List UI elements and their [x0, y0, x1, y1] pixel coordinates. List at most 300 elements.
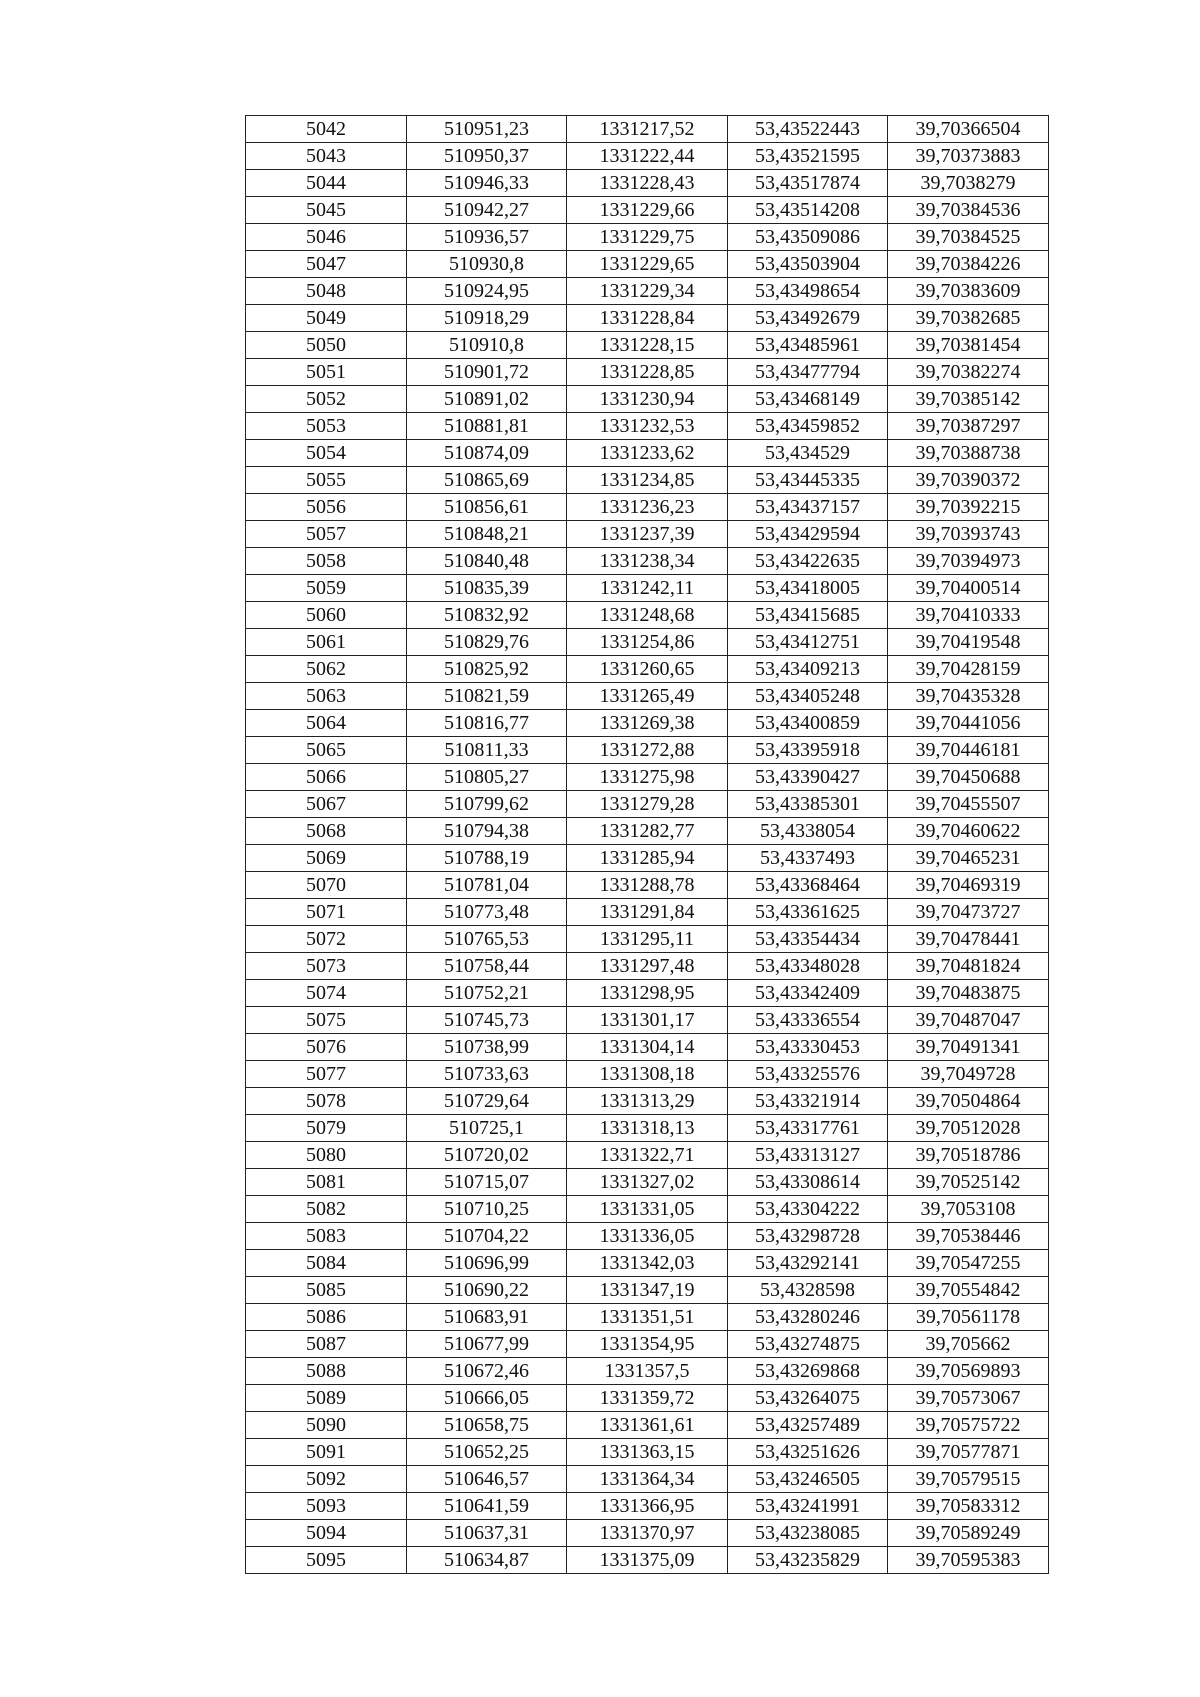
- table-row: [246, 899, 1049, 926]
- longitude-cell: 39,70390372: [888, 467, 1049, 494]
- point-number-cell: 5078: [246, 1088, 407, 1115]
- longitude-cell: 39,70388738: [888, 440, 1049, 467]
- table-row: [246, 1412, 1049, 1439]
- x-coordinate-cell: 510672,46: [407, 1358, 567, 1385]
- x-coordinate-cell: 510704,22: [407, 1223, 567, 1250]
- point-number-cell: 5064: [246, 710, 407, 737]
- point-number-cell: 5068: [246, 818, 407, 845]
- y-coordinate-cell: 1331308,18: [567, 1061, 728, 1088]
- latitude-cell: 53,43395918: [728, 737, 888, 764]
- point-number-cell: 5066: [246, 764, 407, 791]
- point-number-cell: 5085: [246, 1277, 407, 1304]
- latitude-cell: 53,43317761: [728, 1115, 888, 1142]
- longitude-cell: 39,70518786: [888, 1142, 1049, 1169]
- y-coordinate-cell: 1331275,98: [567, 764, 728, 791]
- longitude-cell: 39,70577871: [888, 1439, 1049, 1466]
- x-coordinate-cell: 510715,07: [407, 1169, 567, 1196]
- longitude-cell: 39,70483875: [888, 980, 1049, 1007]
- x-coordinate-cell: 510910,8: [407, 332, 567, 359]
- table-row: [246, 170, 1049, 197]
- x-coordinate-cell: 510710,25: [407, 1196, 567, 1223]
- table-row: [246, 332, 1049, 359]
- point-number-cell: 5079: [246, 1115, 407, 1142]
- table-row: [246, 1277, 1049, 1304]
- point-number-cell: 5044: [246, 170, 407, 197]
- x-coordinate-cell: 510758,44: [407, 953, 567, 980]
- x-coordinate-cell: 510840,48: [407, 548, 567, 575]
- longitude-cell: 39,7038279: [888, 170, 1049, 197]
- table-row: [246, 1547, 1049, 1574]
- latitude-cell: 53,4328598: [728, 1277, 888, 1304]
- latitude-cell: 53,43422635: [728, 548, 888, 575]
- y-coordinate-cell: 1331265,49: [567, 683, 728, 710]
- latitude-cell: 53,43336554: [728, 1007, 888, 1034]
- table-row: [246, 1034, 1049, 1061]
- latitude-cell: 53,43477794: [728, 359, 888, 386]
- x-coordinate-cell: 510765,53: [407, 926, 567, 953]
- y-coordinate-cell: 1331229,75: [567, 224, 728, 251]
- y-coordinate-cell: 1331217,52: [567, 116, 728, 143]
- latitude-cell: 53,43468149: [728, 386, 888, 413]
- point-number-cell: 5074: [246, 980, 407, 1007]
- longitude-cell: 39,70382274: [888, 359, 1049, 386]
- y-coordinate-cell: 1331291,84: [567, 899, 728, 926]
- longitude-cell: 39,70384525: [888, 224, 1049, 251]
- table-row: [246, 1088, 1049, 1115]
- x-coordinate-cell: 510950,37: [407, 143, 567, 170]
- table-row: [246, 845, 1049, 872]
- x-coordinate-cell: 510942,27: [407, 197, 567, 224]
- y-coordinate-cell: 1331295,11: [567, 926, 728, 953]
- latitude-cell: 53,43390427: [728, 764, 888, 791]
- longitude-cell: 39,70366504: [888, 116, 1049, 143]
- table-row: [246, 1196, 1049, 1223]
- table-row: [246, 818, 1049, 845]
- table-row: [246, 1331, 1049, 1358]
- longitude-cell: 39,70465231: [888, 845, 1049, 872]
- point-number-cell: 5084: [246, 1250, 407, 1277]
- latitude-cell: 53,43498654: [728, 278, 888, 305]
- latitude-cell: 53,43274875: [728, 1331, 888, 1358]
- longitude-cell: 39,70394973: [888, 548, 1049, 575]
- x-coordinate-cell: 510865,69: [407, 467, 567, 494]
- y-coordinate-cell: 1331228,85: [567, 359, 728, 386]
- point-number-cell: 5071: [246, 899, 407, 926]
- y-coordinate-cell: 1331260,65: [567, 656, 728, 683]
- longitude-cell: 39,70478441: [888, 926, 1049, 953]
- table-row: [246, 1493, 1049, 1520]
- point-number-cell: 5051: [246, 359, 407, 386]
- point-number-cell: 5043: [246, 143, 407, 170]
- y-coordinate-cell: 1331228,15: [567, 332, 728, 359]
- longitude-cell: 39,70400514: [888, 575, 1049, 602]
- point-number-cell: 5089: [246, 1385, 407, 1412]
- y-coordinate-cell: 1331279,28: [567, 791, 728, 818]
- x-coordinate-cell: 510946,33: [407, 170, 567, 197]
- x-coordinate-cell: 510652,25: [407, 1439, 567, 1466]
- table-row: [246, 656, 1049, 683]
- coordinates-table-body: [246, 116, 1049, 1574]
- y-coordinate-cell: 1331229,65: [567, 251, 728, 278]
- y-coordinate-cell: 1331248,68: [567, 602, 728, 629]
- table-row: [246, 359, 1049, 386]
- y-coordinate-cell: 1331375,09: [567, 1547, 728, 1574]
- x-coordinate-cell: 510696,99: [407, 1250, 567, 1277]
- longitude-cell: 39,70392215: [888, 494, 1049, 521]
- latitude-cell: 53,43304222: [728, 1196, 888, 1223]
- x-coordinate-cell: 510634,87: [407, 1547, 567, 1574]
- longitude-cell: 39,70435328: [888, 683, 1049, 710]
- y-coordinate-cell: 1331361,61: [567, 1412, 728, 1439]
- longitude-cell: 39,70446181: [888, 737, 1049, 764]
- x-coordinate-cell: 510725,1: [407, 1115, 567, 1142]
- x-coordinate-cell: 510930,8: [407, 251, 567, 278]
- longitude-cell: 39,70384536: [888, 197, 1049, 224]
- longitude-cell: 39,70450688: [888, 764, 1049, 791]
- latitude-cell: 53,43246505: [728, 1466, 888, 1493]
- longitude-cell: 39,70561178: [888, 1304, 1049, 1331]
- x-coordinate-cell: 510805,27: [407, 764, 567, 791]
- x-coordinate-cell: 510794,38: [407, 818, 567, 845]
- x-coordinate-cell: 510936,57: [407, 224, 567, 251]
- latitude-cell: 53,43522443: [728, 116, 888, 143]
- y-coordinate-cell: 1331327,02: [567, 1169, 728, 1196]
- x-coordinate-cell: 510821,59: [407, 683, 567, 710]
- longitude-cell: 39,705662: [888, 1331, 1049, 1358]
- point-number-cell: 5093: [246, 1493, 407, 1520]
- longitude-cell: 39,7053108: [888, 1196, 1049, 1223]
- latitude-cell: 53,43308614: [728, 1169, 888, 1196]
- point-number-cell: 5048: [246, 278, 407, 305]
- longitude-cell: 39,70554842: [888, 1277, 1049, 1304]
- point-number-cell: 5070: [246, 872, 407, 899]
- latitude-cell: 53,43418005: [728, 575, 888, 602]
- x-coordinate-cell: 510677,99: [407, 1331, 567, 1358]
- x-coordinate-cell: 510848,21: [407, 521, 567, 548]
- y-coordinate-cell: 1331237,39: [567, 521, 728, 548]
- x-coordinate-cell: 510738,99: [407, 1034, 567, 1061]
- point-number-cell: 5069: [246, 845, 407, 872]
- y-coordinate-cell: 1331230,94: [567, 386, 728, 413]
- longitude-cell: 39,70384226: [888, 251, 1049, 278]
- latitude-cell: 53,43325576: [728, 1061, 888, 1088]
- table-row: [246, 224, 1049, 251]
- longitude-cell: 39,70419548: [888, 629, 1049, 656]
- longitude-cell: 39,70525142: [888, 1169, 1049, 1196]
- point-number-cell: 5087: [246, 1331, 407, 1358]
- latitude-cell: 53,43348028: [728, 953, 888, 980]
- table-row: [246, 872, 1049, 899]
- table-row: [246, 116, 1049, 143]
- y-coordinate-cell: 1331354,95: [567, 1331, 728, 1358]
- table-row: [246, 1385, 1049, 1412]
- point-number-cell: 5065: [246, 737, 407, 764]
- y-coordinate-cell: 1331234,85: [567, 467, 728, 494]
- latitude-cell: 53,43235829: [728, 1547, 888, 1574]
- point-number-cell: 5083: [246, 1223, 407, 1250]
- table-row: [246, 1061, 1049, 1088]
- x-coordinate-cell: 510891,02: [407, 386, 567, 413]
- longitude-cell: 39,70589249: [888, 1520, 1049, 1547]
- table-row: [246, 1142, 1049, 1169]
- table-row: [246, 440, 1049, 467]
- latitude-cell: 53,43269868: [728, 1358, 888, 1385]
- latitude-cell: 53,43321914: [728, 1088, 888, 1115]
- latitude-cell: 53,43503904: [728, 251, 888, 278]
- x-coordinate-cell: 510733,63: [407, 1061, 567, 1088]
- point-number-cell: 5073: [246, 953, 407, 980]
- y-coordinate-cell: 1331269,38: [567, 710, 728, 737]
- y-coordinate-cell: 1331297,48: [567, 953, 728, 980]
- longitude-cell: 39,70382685: [888, 305, 1049, 332]
- y-coordinate-cell: 1331229,34: [567, 278, 728, 305]
- x-coordinate-cell: 510658,75: [407, 1412, 567, 1439]
- x-coordinate-cell: 510901,72: [407, 359, 567, 386]
- table-row: [246, 1520, 1049, 1547]
- point-number-cell: 5046: [246, 224, 407, 251]
- point-number-cell: 5080: [246, 1142, 407, 1169]
- y-coordinate-cell: 1331233,62: [567, 440, 728, 467]
- latitude-cell: 53,43313127: [728, 1142, 888, 1169]
- longitude-cell: 39,70573067: [888, 1385, 1049, 1412]
- y-coordinate-cell: 1331318,13: [567, 1115, 728, 1142]
- y-coordinate-cell: 1331322,71: [567, 1142, 728, 1169]
- y-coordinate-cell: 1331370,97: [567, 1520, 728, 1547]
- point-number-cell: 5055: [246, 467, 407, 494]
- point-number-cell: 5047: [246, 251, 407, 278]
- longitude-cell: 39,70504864: [888, 1088, 1049, 1115]
- longitude-cell: 39,70385142: [888, 386, 1049, 413]
- x-coordinate-cell: 510690,22: [407, 1277, 567, 1304]
- x-coordinate-cell: 510666,05: [407, 1385, 567, 1412]
- latitude-cell: 53,43298728: [728, 1223, 888, 1250]
- x-coordinate-cell: 510811,33: [407, 737, 567, 764]
- latitude-cell: 53,43361625: [728, 899, 888, 926]
- point-number-cell: 5088: [246, 1358, 407, 1385]
- point-number-cell: 5091: [246, 1439, 407, 1466]
- table-row: [246, 1304, 1049, 1331]
- point-number-cell: 5042: [246, 116, 407, 143]
- point-number-cell: 5092: [246, 1466, 407, 1493]
- table-row: [246, 575, 1049, 602]
- latitude-cell: 53,43292141: [728, 1250, 888, 1277]
- longitude-cell: 39,70481824: [888, 953, 1049, 980]
- longitude-cell: 39,70538446: [888, 1223, 1049, 1250]
- latitude-cell: 53,43445335: [728, 467, 888, 494]
- table-row: [246, 1466, 1049, 1493]
- point-number-cell: 5058: [246, 548, 407, 575]
- y-coordinate-cell: 1331301,17: [567, 1007, 728, 1034]
- y-coordinate-cell: 1331288,78: [567, 872, 728, 899]
- table-row: [246, 1115, 1049, 1142]
- latitude-cell: 53,434529: [728, 440, 888, 467]
- longitude-cell: 39,70469319: [888, 872, 1049, 899]
- latitude-cell: 53,43257489: [728, 1412, 888, 1439]
- point-number-cell: 5067: [246, 791, 407, 818]
- y-coordinate-cell: 1331363,15: [567, 1439, 728, 1466]
- table-row: [246, 683, 1049, 710]
- latitude-cell: 53,43368464: [728, 872, 888, 899]
- y-coordinate-cell: 1331238,34: [567, 548, 728, 575]
- table-row: [246, 602, 1049, 629]
- table-row: [246, 197, 1049, 224]
- x-coordinate-cell: 510951,23: [407, 116, 567, 143]
- y-coordinate-cell: 1331364,34: [567, 1466, 728, 1493]
- x-coordinate-cell: 510773,48: [407, 899, 567, 926]
- x-coordinate-cell: 510816,77: [407, 710, 567, 737]
- latitude-cell: 53,43405248: [728, 683, 888, 710]
- y-coordinate-cell: 1331242,11: [567, 575, 728, 602]
- latitude-cell: 53,43409213: [728, 656, 888, 683]
- y-coordinate-cell: 1331229,66: [567, 197, 728, 224]
- x-coordinate-cell: 510752,21: [407, 980, 567, 1007]
- x-coordinate-cell: 510641,59: [407, 1493, 567, 1520]
- y-coordinate-cell: 1331236,23: [567, 494, 728, 521]
- point-number-cell: 5072: [246, 926, 407, 953]
- point-number-cell: 5082: [246, 1196, 407, 1223]
- latitude-cell: 53,43517874: [728, 170, 888, 197]
- longitude-cell: 39,70441056: [888, 710, 1049, 737]
- latitude-cell: 53,43485961: [728, 332, 888, 359]
- point-number-cell: 5060: [246, 602, 407, 629]
- table-row: [246, 791, 1049, 818]
- latitude-cell: 53,43521595: [728, 143, 888, 170]
- x-coordinate-cell: 510924,95: [407, 278, 567, 305]
- y-coordinate-cell: 1331285,94: [567, 845, 728, 872]
- table-row: [246, 413, 1049, 440]
- x-coordinate-cell: 510874,09: [407, 440, 567, 467]
- table-row: [246, 521, 1049, 548]
- latitude-cell: 53,43241991: [728, 1493, 888, 1520]
- table-row: [246, 764, 1049, 791]
- point-number-cell: 5052: [246, 386, 407, 413]
- latitude-cell: 53,4337493: [728, 845, 888, 872]
- table-row: [246, 926, 1049, 953]
- point-number-cell: 5095: [246, 1547, 407, 1574]
- y-coordinate-cell: 1331304,14: [567, 1034, 728, 1061]
- y-coordinate-cell: 1331254,86: [567, 629, 728, 656]
- latitude-cell: 53,43492679: [728, 305, 888, 332]
- table-row: [246, 1169, 1049, 1196]
- longitude-cell: 39,70575722: [888, 1412, 1049, 1439]
- x-coordinate-cell: 510637,31: [407, 1520, 567, 1547]
- y-coordinate-cell: 1331347,19: [567, 1277, 728, 1304]
- longitude-cell: 39,70387297: [888, 413, 1049, 440]
- point-number-cell: 5094: [246, 1520, 407, 1547]
- table-row: [246, 494, 1049, 521]
- point-number-cell: 5075: [246, 1007, 407, 1034]
- latitude-cell: 53,43251626: [728, 1439, 888, 1466]
- point-number-cell: 5049: [246, 305, 407, 332]
- longitude-cell: 39,70410333: [888, 602, 1049, 629]
- x-coordinate-cell: 510788,19: [407, 845, 567, 872]
- longitude-cell: 39,70583312: [888, 1493, 1049, 1520]
- latitude-cell: 53,43509086: [728, 224, 888, 251]
- x-coordinate-cell: 510825,92: [407, 656, 567, 683]
- coordinates-table: [245, 115, 1049, 1574]
- longitude-cell: 39,70569893: [888, 1358, 1049, 1385]
- y-coordinate-cell: 1331342,03: [567, 1250, 728, 1277]
- table-row: [246, 1358, 1049, 1385]
- y-coordinate-cell: 1331298,95: [567, 980, 728, 1007]
- longitude-cell: 39,70491341: [888, 1034, 1049, 1061]
- table-row: [246, 1250, 1049, 1277]
- y-coordinate-cell: 1331222,44: [567, 143, 728, 170]
- x-coordinate-cell: 510646,57: [407, 1466, 567, 1493]
- y-coordinate-cell: 1331357,5: [567, 1358, 728, 1385]
- point-number-cell: 5081: [246, 1169, 407, 1196]
- x-coordinate-cell: 510799,62: [407, 791, 567, 818]
- table-row: [246, 1007, 1049, 1034]
- x-coordinate-cell: 510881,81: [407, 413, 567, 440]
- latitude-cell: 53,43459852: [728, 413, 888, 440]
- table-row: [246, 710, 1049, 737]
- latitude-cell: 53,43330453: [728, 1034, 888, 1061]
- table-row: [246, 251, 1049, 278]
- latitude-cell: 53,4338054: [728, 818, 888, 845]
- table-row: [246, 467, 1049, 494]
- longitude-cell: 39,70487047: [888, 1007, 1049, 1034]
- latitude-cell: 53,43354434: [728, 926, 888, 953]
- table-row: [246, 143, 1049, 170]
- longitude-cell: 39,70512028: [888, 1115, 1049, 1142]
- longitude-cell: 39,70473727: [888, 899, 1049, 926]
- point-number-cell: 5063: [246, 683, 407, 710]
- x-coordinate-cell: 510832,92: [407, 602, 567, 629]
- y-coordinate-cell: 1331331,05: [567, 1196, 728, 1223]
- x-coordinate-cell: 510829,76: [407, 629, 567, 656]
- table-row: [246, 1439, 1049, 1466]
- x-coordinate-cell: 510918,29: [407, 305, 567, 332]
- point-number-cell: 5045: [246, 197, 407, 224]
- table-row: [246, 629, 1049, 656]
- longitude-cell: 39,70393743: [888, 521, 1049, 548]
- point-number-cell: 5062: [246, 656, 407, 683]
- latitude-cell: 53,43342409: [728, 980, 888, 1007]
- x-coordinate-cell: 510745,73: [407, 1007, 567, 1034]
- longitude-cell: 39,70373883: [888, 143, 1049, 170]
- x-coordinate-cell: 510729,64: [407, 1088, 567, 1115]
- x-coordinate-cell: 510781,04: [407, 872, 567, 899]
- latitude-cell: 53,43415685: [728, 602, 888, 629]
- y-coordinate-cell: 1331336,05: [567, 1223, 728, 1250]
- point-number-cell: 5054: [246, 440, 407, 467]
- point-number-cell: 5090: [246, 1412, 407, 1439]
- y-coordinate-cell: 1331228,43: [567, 170, 728, 197]
- x-coordinate-cell: 510720,02: [407, 1142, 567, 1169]
- table-row: [246, 278, 1049, 305]
- longitude-cell: 39,70381454: [888, 332, 1049, 359]
- latitude-cell: 53,43238085: [728, 1520, 888, 1547]
- y-coordinate-cell: 1331272,88: [567, 737, 728, 764]
- y-coordinate-cell: 1331282,77: [567, 818, 728, 845]
- latitude-cell: 53,43437157: [728, 494, 888, 521]
- x-coordinate-cell: 510835,39: [407, 575, 567, 602]
- longitude-cell: 39,70547255: [888, 1250, 1049, 1277]
- point-number-cell: 5057: [246, 521, 407, 548]
- point-number-cell: 5061: [246, 629, 407, 656]
- longitude-cell: 39,70455507: [888, 791, 1049, 818]
- longitude-cell: 39,7049728: [888, 1061, 1049, 1088]
- point-number-cell: 5086: [246, 1304, 407, 1331]
- point-number-cell: 5053: [246, 413, 407, 440]
- y-coordinate-cell: 1331313,29: [567, 1088, 728, 1115]
- longitude-cell: 39,70460622: [888, 818, 1049, 845]
- table-row: [246, 548, 1049, 575]
- table-row: [246, 953, 1049, 980]
- y-coordinate-cell: 1331359,72: [567, 1385, 728, 1412]
- longitude-cell: 39,70579515: [888, 1466, 1049, 1493]
